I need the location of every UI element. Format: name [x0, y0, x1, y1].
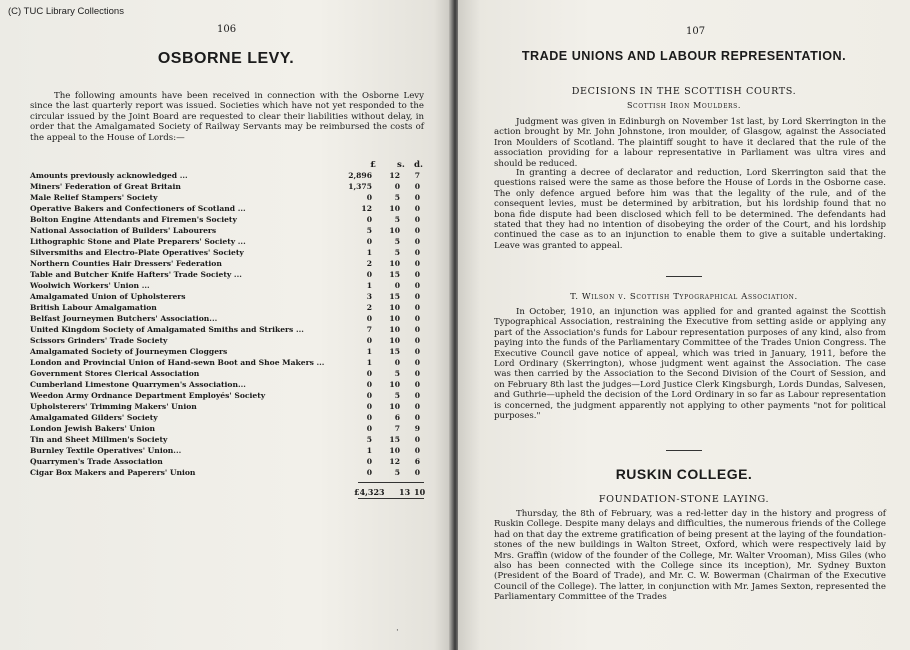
- amount-pence: 0: [414, 204, 420, 213]
- society-name: United Kingdom Society of Amalgamated Smiths and Strikers ...: [30, 325, 304, 334]
- amount-shillings: 6: [394, 413, 400, 422]
- amount-pence: 0: [414, 358, 420, 367]
- society-name: Belfast Journeymen Butchers' Association...: [30, 314, 218, 323]
- amount-pence: 0: [414, 281, 420, 290]
- amount-shillings: 5: [394, 215, 400, 224]
- amount-pence: 0: [414, 248, 420, 257]
- society-name: Burnley Textile Operatives' Union...: [30, 446, 182, 455]
- section2-paragraph: In October, 1910, an injunction was applied for and granted against the Scottish Typographical Association, restraining the Executive from setting aside or applying any part of the Association's funds for Labour representation purposes of any kind, also from paying into the funds of the Parliamentary Committee of the Trades Union Congress. The Executive Council gave notice of appeal, which was tried in January, 1911, before the Lord Ordinary (Skerrington), whose judgment went against the Association. The case was then carried by the Association to the Second Division of the Court of Session, and on February 8th last the judges—Lord Justice Clerk Kingsburgh, Lords Dundas, Salvesen, and Guthrie—upheld the decision of the Lord Ordinary in so far as Labour representation is concerned, the judgment apparently not applying to other payments "not for political purposes.": [494, 307, 886, 422]
- amount-pence: 0: [414, 182, 420, 191]
- amount-pounds: 2,896: [348, 171, 372, 180]
- amount-shillings: 10: [389, 325, 400, 334]
- amount-pounds: 1: [366, 248, 372, 257]
- total-underline: [358, 498, 424, 499]
- amount-pence: 0: [414, 193, 420, 202]
- amount-pounds: 3: [366, 292, 372, 301]
- section2-heading: T. Wilson v. Scottish Typographical Association.: [570, 292, 798, 302]
- amount-shillings: 5: [394, 468, 400, 477]
- society-name: British Labour Amalgamation: [30, 303, 157, 312]
- amount-pounds: 0: [366, 193, 372, 202]
- print-speck: ·: [396, 626, 399, 636]
- total-rule: [358, 482, 424, 483]
- levy-row: [30, 325, 424, 336]
- society-name: Scissors Grinders' Trade Society: [30, 336, 168, 345]
- amount-shillings: 15: [389, 292, 400, 301]
- amount-shillings: 10: [389, 226, 400, 235]
- amount-shillings: 12: [389, 457, 400, 466]
- amount-shillings: 5: [394, 193, 400, 202]
- col-pounds: £: [370, 160, 376, 170]
- amount-shillings: 15: [389, 347, 400, 356]
- amount-pounds: 7: [366, 325, 372, 334]
- section1-heading: DECISIONS IN THE SCOTTISH COURTS.: [571, 86, 797, 97]
- amount-pence: 0: [414, 468, 420, 477]
- society-name: National Association of Builders' Labourers: [30, 226, 217, 235]
- levy-row: [30, 314, 424, 325]
- osborne-levy-intro: The following amounts have been received in connection with the Osborne Levy since the last quarterly report was issued. Societies which have not yet responded to the circular issued by the Joint Board are requested to clear their liabilities without delay, in order that the Amalgamated Society of Railway Servants may be reimbursed the costs of the appeal to the House of Lords:—: [30, 91, 424, 143]
- society-name: Bolton Engine Attendants and Firemen's Society: [30, 215, 237, 224]
- levy-row: [30, 336, 424, 347]
- levy-row: [30, 281, 424, 292]
- amount-pounds: 0: [366, 457, 372, 466]
- amount-shillings: 10: [389, 314, 400, 323]
- amount-shillings: 10: [389, 204, 400, 213]
- amount-pounds: 5: [366, 226, 372, 235]
- section3-heading: FOUNDATION-STONE LAYING.: [598, 494, 770, 505]
- amount-shillings: 10: [389, 446, 400, 455]
- amount-pence: 0: [414, 237, 420, 246]
- society-name: Cigar Box Makers and Paperers' Union: [30, 468, 196, 477]
- levy-row: [30, 248, 424, 259]
- amount-pence: 0: [414, 292, 420, 301]
- levy-row: [30, 303, 424, 314]
- levy-row: [30, 270, 424, 281]
- amount-pence: 0: [414, 314, 420, 323]
- amount-pence: 0: [414, 325, 420, 334]
- amount-pounds: 1: [366, 347, 372, 356]
- amount-pounds: 1,375: [348, 182, 372, 191]
- levy-row: [30, 171, 424, 182]
- levy-row: [30, 226, 424, 237]
- amount-shillings: 15: [389, 435, 400, 444]
- amount-pence: 0: [414, 226, 420, 235]
- levy-row: [30, 182, 424, 193]
- levy-row: [30, 292, 424, 303]
- amount-pence: 0: [414, 369, 420, 378]
- amount-pence: 0: [414, 303, 420, 312]
- amount-shillings: 5: [394, 237, 400, 246]
- amount-pence: 9: [414, 424, 420, 433]
- levy-row: [30, 424, 424, 435]
- amount-pounds: 2: [366, 303, 372, 312]
- amount-pounds: 0: [366, 314, 372, 323]
- amount-pounds: 1: [366, 358, 372, 367]
- amount-pounds: 12: [361, 204, 372, 213]
- page-number-107: 107: [686, 26, 706, 37]
- amount-pounds: 2: [366, 259, 372, 268]
- amount-shillings: 7: [394, 424, 400, 433]
- section1-paragraph-2: In granting a decree of declarator and reduction, Lord Skerrington said that the questions raised were the same as those before the House of Lords in the Osborne case. The only defence argued before him was that the legality of the rule, and of the consequent levies, must be determined by arbitration, but his lordship found that no bona fide dispute had been disclosed which fell to be determined. The defendants had stated that they had no intention of disobeying the order of the Court, and his lordship continued the case as to an injunction to enable them to give a suitable undertaking. Leave was granted to appeal.: [494, 168, 886, 251]
- levy-row: [30, 215, 424, 226]
- amount-pence: 0: [414, 402, 420, 411]
- levy-row: [30, 402, 424, 413]
- page-106: [0, 0, 452, 650]
- col-shillings: s.: [397, 160, 405, 170]
- society-name: Miners' Federation of Great Britain: [30, 182, 181, 191]
- society-name: Upholsterers' Trimming Makers' Union: [30, 402, 197, 411]
- total-pounds: £4,323: [354, 487, 385, 497]
- levy-row: [30, 259, 424, 270]
- amount-pence: 0: [414, 435, 420, 444]
- society-name: Northern Counties Hair Dressers' Federation: [30, 259, 222, 268]
- amount-pence: 0: [414, 446, 420, 455]
- amount-shillings: 10: [389, 402, 400, 411]
- society-name: Weedon Army Ordnance Department Employés' Society: [30, 391, 266, 400]
- ruskin-college-title: RUSKIN COLLEGE.: [615, 466, 753, 482]
- amount-pence: 0: [414, 336, 420, 345]
- amount-pounds: 0: [366, 215, 372, 224]
- amount-pence: 0: [414, 347, 420, 356]
- amount-pounds: 0: [366, 270, 372, 279]
- society-name: London and Provincial Union of Hand-sewn Boot and Shoe Makers ...: [30, 358, 325, 367]
- amount-pounds: 0: [366, 336, 372, 345]
- society-name: Quarrymen's Trade Association: [30, 457, 163, 466]
- page-107: [458, 0, 910, 650]
- levy-row: [30, 237, 424, 248]
- society-name: Amalgamated Society of Journeymen Cloggers: [30, 347, 228, 356]
- trade-unions-title: TRADE UNIONS AND LABOUR REPRESENTATION.: [521, 49, 847, 63]
- amount-pounds: 0: [366, 424, 372, 433]
- amount-pounds: 0: [366, 391, 372, 400]
- levy-row: [30, 193, 424, 204]
- society-name: Amalgamated Union of Upholsterers: [30, 292, 186, 301]
- amount-shillings: 0: [394, 358, 400, 367]
- society-name: Government Stores Clerical Association: [30, 369, 200, 378]
- amount-shillings: 10: [389, 303, 400, 312]
- levy-row: [30, 435, 424, 446]
- society-name: Cumberland Limestone Quarrymen's Association...: [30, 380, 246, 389]
- section1-paragraph-1: Judgment was given in Edinburgh on November 1st last, by Lord Skerrington in the action brought by Mr. John Johnstone, iron moulder, of Glasgow, against the Associated Iron Moulders of Scotland. The plaintiff sought to have it declared that the rule of the association providing for a labour representative in Parliament was ultra vires and should be reduced.: [494, 117, 886, 169]
- total-shillings: 13: [399, 487, 411, 497]
- amount-shillings: 0: [394, 182, 400, 191]
- amount-pence: 0: [414, 259, 420, 268]
- society-name: Lithographic Stone and Plate Preparers' Society ...: [30, 237, 246, 246]
- amount-pounds: 0: [366, 468, 372, 477]
- levy-row: [30, 369, 424, 380]
- society-name: Amalgamated Gilders' Society: [30, 413, 158, 422]
- amount-shillings: 15: [389, 270, 400, 279]
- section1-subheading: Scottish Iron Moulders.: [626, 101, 742, 110]
- levy-row: [30, 380, 424, 391]
- society-name: London Jewish Bakers' Union: [30, 424, 156, 433]
- amount-pounds: 0: [366, 380, 372, 389]
- amount-pounds: 0: [366, 413, 372, 422]
- amount-pence: 0: [414, 413, 420, 422]
- amount-shillings: 10: [389, 336, 400, 345]
- amount-shillings: 5: [394, 248, 400, 257]
- col-pence: d.: [414, 160, 424, 170]
- amount-shillings: 10: [389, 380, 400, 389]
- society-name: Table and Butcher Knife Hafters' Trade Society ...: [30, 270, 242, 279]
- amount-pence: 0: [414, 270, 420, 279]
- copyright-notice: (C) TUC Library Collections: [8, 6, 124, 17]
- society-name: Woolwich Workers' Union ...: [30, 281, 150, 290]
- osborne-levy-title: OSBORNE LEVY.: [157, 50, 295, 67]
- society-name: Male Relief Stampers' Society: [30, 193, 158, 202]
- amount-pounds: 0: [366, 237, 372, 246]
- levy-row: [30, 358, 424, 369]
- amount-pounds: 5: [366, 435, 372, 444]
- society-name: Amounts previously acknowledged ...: [30, 171, 188, 180]
- levy-row: [30, 446, 424, 457]
- levy-row: [30, 391, 424, 402]
- amount-shillings: 12: [389, 171, 400, 180]
- amount-shillings: 10: [389, 259, 400, 268]
- amount-pounds: 1: [366, 446, 372, 455]
- amount-pounds: 0: [366, 369, 372, 378]
- levy-row: [30, 413, 424, 424]
- section-divider-2: [666, 450, 702, 451]
- amount-pence: 6: [414, 457, 420, 466]
- section-divider-1: [666, 276, 702, 277]
- total-pence: 10: [414, 487, 426, 497]
- society-name: Silversmiths and Electro-Plate Operatives' Society: [30, 248, 244, 257]
- society-name: Operative Bakers and Confectioners of Scotland ...: [30, 204, 246, 213]
- amount-shillings: 5: [394, 391, 400, 400]
- levy-row: [30, 468, 424, 479]
- amount-shillings: 0: [394, 281, 400, 290]
- page-number-106: 106: [217, 24, 237, 35]
- amount-pence: 0: [414, 391, 420, 400]
- levy-row: [30, 347, 424, 358]
- levy-row: [30, 457, 424, 468]
- amount-pounds: 1: [366, 281, 372, 290]
- levy-row: [30, 204, 424, 215]
- amount-pence: 0: [414, 215, 420, 224]
- society-name: Tin and Sheet Millmen's Society: [30, 435, 168, 444]
- amount-pounds: 0: [366, 402, 372, 411]
- section3-paragraph: Thursday, the 8th of February, was a red-letter day in the history and progress of Ruskin College. Despite many delays and difficulties, the numerous friends of the College had on that day the extreme gratification of being present at the laying of the foundation-stones of the new buildings in Walton Street, Oxford, which were respectively laid by Mrs. Graffin (widow of the founder of the College, Mr. Walter Vrooman), Miss Giles (who also has been connected with the College since its inception), Mr. Sydney Buxton (President of the Board of Trade), and Mr. C. W. Bowerman (Chairman of the Executive Council of the College). The latter, in conjunction with Mr. James Sexton, represented the Parliamentary Committee of the Trades: [494, 509, 886, 603]
- amount-shillings: 5: [394, 369, 400, 378]
- amount-pence: 7: [414, 171, 420, 180]
- amount-pence: 0: [414, 380, 420, 389]
